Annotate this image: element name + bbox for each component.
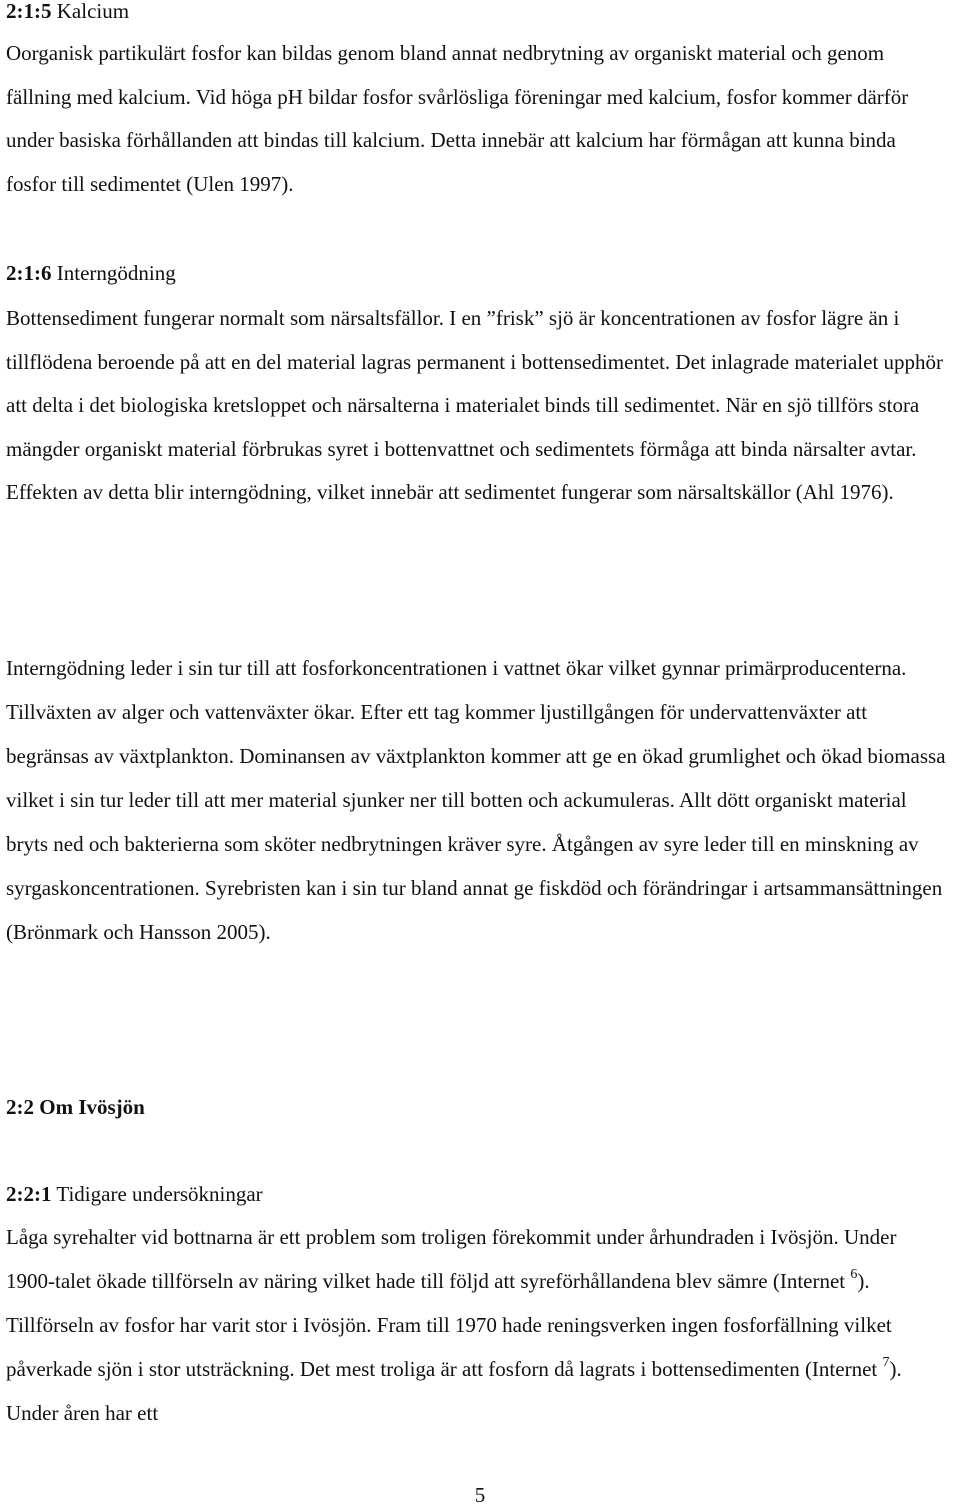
section-title: Kalcium: [56, 0, 130, 23]
text-segment: ). Tillförseln av fosfor har varit stor i Ivösjön. Fram till 1970 hade reningsverken ingen fosforfällning vilket påverkade sjön i stor utsträckning. Det mest troliga är att fosforn då lagrats i bottensedimenten (Internet: [6, 1269, 892, 1381]
paragraph-kalcium: Oorganisk partikulärt fosfor kan bildas genom bland annat nedbrytning av organiskt material och genom fällning med kalcium. Vid höga pH bildar fosfor svårlösliga föreningar med kalcium, fosfor kommer därför under basiska förhållanden att bindas till kalcium. Detta innebär att kalcium har förmågan att kunna binda fosfor till sedimentet (Ulen 1997).: [6, 41, 909, 196]
section-title: Tidigare undersökningar: [56, 1182, 263, 1206]
footnote-ref: 7: [882, 1355, 890, 1370]
section-heading-tidigare: [6, 1183, 263, 1205]
section-heading-om-ivosjon: [6, 1096, 145, 1118]
paragraph-interngodning-2: Interngödning leder i sin tur till att fosforkoncentrationen i vattnet ökar vilket gynnar primärproducenterna. Tillväxten av alger och vattenväxter ökar. Efter ett tag kommer ljustillgången för undervattenväxter att begränsas av växtplankton. Dominansen av växtplankton kommer att ge en ökad grumlighet och ökad biomassa vilket i sin tur leder till att mer material sjunker ner till botten och ackumuleras. Allt dött organiskt material bryts ned och bakterierna som sköter nedbrytningen kräver syre. Åtgången av syre leder till en minskning av syrgaskoncentrationen. Syrebristen kan i sin tur bland annat ge fiskdöd och förändringar i artsammansättningen (Brönmark och Hansson 2005).: [6, 656, 946, 944]
section-title: Om Ivösjön: [39, 1095, 145, 1119]
footnote-ref: 6: [850, 1267, 858, 1282]
section-heading-kalcium: [6, 0, 129, 22]
text-segment: Låga syrehalter vid bottnarna är ett problem som troligen förekommit under århundraden i Ivösjön. Under 1900-talet ökade tillförseln av näring vilket hade till följd att syreförhållandena blev sämre (Internet: [6, 1225, 897, 1293]
section-number: 2:1:5: [6, 0, 52, 23]
section-title: Interngödning: [56, 261, 176, 285]
paragraph-interngodning-1: Bottensediment fungerar normalt som närsaltsfällor. I en ”frisk” sjö är koncentrationen av fosfor lägre än i tillflödena beroende på att en del material lagras permanent i bottensedimentet. Det inlagrade materialet upphör att delta i det biologiska kretsloppet och närsalterna i materialet binds till sedimentet. När en sjö tillförs stora mängder organiskt material förbrukas syret i bottenvattnet och sedimentets förmåga att binda närsalter avtar. Effekten av detta blir interngödning, vilket innebär att sedimentet fungerar som närsaltskällor (Ahl 1976).: [6, 306, 944, 505]
section-heading-interngodning: [6, 262, 176, 284]
paragraph-tidigare: [6, 1215, 950, 1435]
text-segment: ). Under åren har ett: [6, 1357, 902, 1425]
section-number: 2:1:6: [6, 261, 52, 285]
page-number: 5: [474, 1483, 486, 1507]
section-number: 2:2: [6, 1095, 34, 1119]
section-number: 2:2:1: [6, 1182, 52, 1206]
